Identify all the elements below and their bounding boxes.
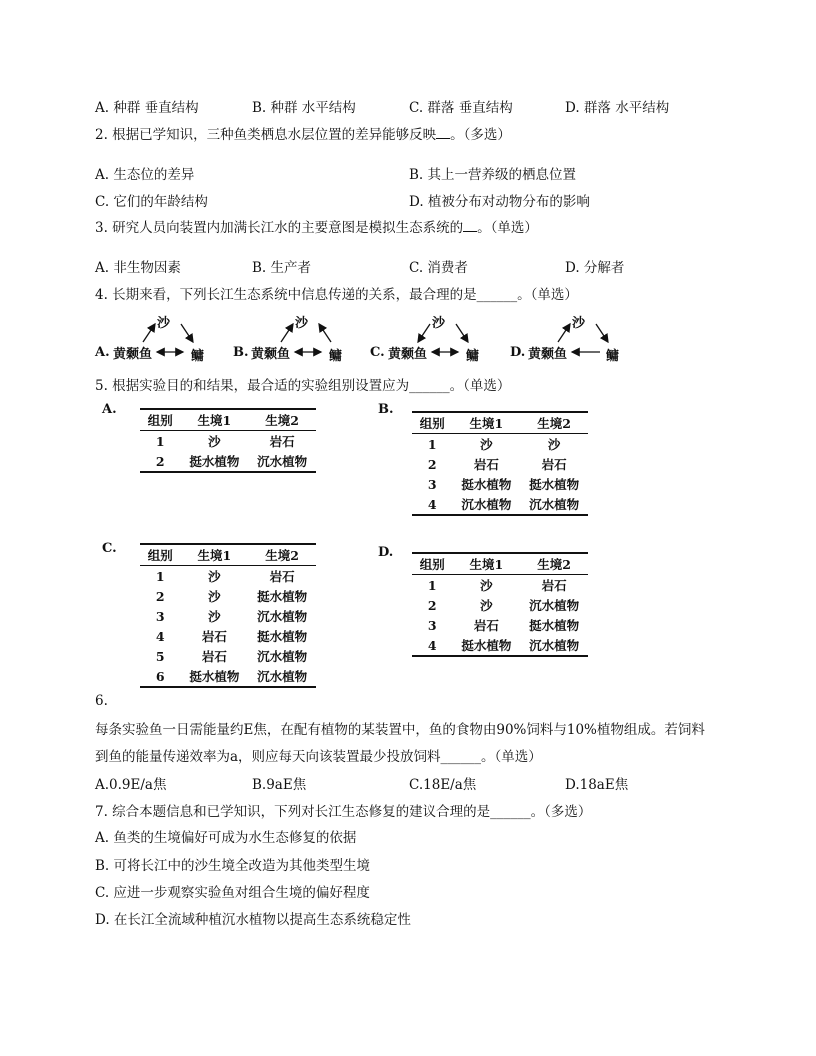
cell: 挺水植物: [529, 477, 580, 492]
table-header: 生境1: [452, 553, 520, 575]
q4-diagram-a: [95, 312, 245, 364]
table-header: 生境2: [520, 553, 588, 575]
diagram-d-letter: D.: [510, 345, 526, 360]
table-row: [140, 606, 316, 626]
q2-suffix: 。（多选）: [450, 127, 511, 143]
cell: 5: [155, 648, 165, 664]
q4-diagram-b: [233, 312, 383, 364]
cell: 1: [427, 436, 437, 452]
cell: 岩石: [269, 569, 295, 584]
cell: 岩石: [541, 578, 567, 593]
table-row: [412, 474, 588, 494]
q4-stem: 4. 长期来看，下列长江生态系统中信息传递的关系，最合理的是______。（单选）: [95, 287, 578, 303]
table-header: 生境2: [248, 544, 316, 566]
table-row: [140, 566, 316, 587]
cell: 4: [427, 637, 437, 653]
q5-stem: 5. 根据实验目的和结果，最合适的实验组别设置应为______。（单选）: [95, 378, 511, 394]
cell: 岩石: [269, 434, 295, 449]
q3-stem: [95, 216, 538, 236]
diagram-b-letter: B.: [233, 345, 249, 360]
q1-option-b: B. 种群 水平结构: [252, 100, 356, 116]
table-d-letter: D.: [378, 545, 394, 560]
q4-diagram-d: [510, 312, 660, 364]
table-c-letter: C.: [102, 541, 117, 556]
table-header: 组别: [412, 412, 452, 434]
table-row: [412, 595, 588, 615]
table-row: [412, 454, 588, 474]
table-row: [412, 575, 588, 596]
table-b: [412, 411, 588, 516]
cell: 挺水植物: [529, 618, 580, 633]
q1-option-d: D. 群落 水平结构: [565, 100, 670, 116]
q3-stem-text: 3. 研究人员向装置内加满长江水的主要意图是模拟生态系统的: [95, 220, 464, 236]
table-header: 生境2: [248, 409, 316, 431]
table-header: 组别: [140, 409, 180, 431]
diagram-b-top: 沙: [295, 316, 309, 331]
diagram-c-letter: C.: [370, 345, 385, 360]
table-row: [412, 494, 588, 515]
diagram-c-right: 鳙: [466, 349, 480, 364]
q6-line-2: 到鱼的能量传递效率为a，则应每天向该装置最少投放饲料______。（单选）: [95, 749, 542, 765]
cell: 1: [427, 577, 437, 593]
cell: 挺水植物: [461, 477, 512, 492]
q2-stem: [95, 123, 511, 143]
table-header: 组别: [412, 553, 452, 575]
cell: 2: [427, 456, 437, 472]
cell: 沉水植物: [257, 669, 308, 684]
cell: 岩石: [473, 457, 499, 472]
cell: 沉水植物: [257, 609, 308, 624]
diagram-b-left: 黄颡鱼: [251, 347, 291, 362]
q2-option-d: D. 植被分布对动物分布的影响: [409, 194, 590, 210]
cell: 沙: [208, 569, 221, 584]
q3-option-a: A. 非生物因素: [95, 260, 181, 276]
cell: 岩石: [201, 649, 227, 664]
diagram-c-left: 黄颡鱼: [388, 347, 428, 362]
table-row: [140, 626, 316, 646]
table-header: 生境1: [180, 544, 248, 566]
q6-option-a: A.0.9E/a焦: [95, 777, 167, 793]
q1-option-a: A. 种群 垂直结构: [95, 100, 199, 116]
cell: 6: [155, 668, 165, 684]
cell: 岩石: [541, 457, 567, 472]
table-header: 生境1: [452, 412, 520, 434]
q2-stem-text: 2. 根据已学知识，三种鱼类栖息水层位置的差异能够反映: [95, 127, 437, 143]
table-a-letter: A.: [102, 402, 117, 417]
q6-number: 6.: [95, 693, 108, 709]
cell: 3: [155, 608, 165, 624]
table-row: [140, 586, 316, 606]
cell: 沉水植物: [529, 598, 580, 613]
table-c: [140, 543, 316, 688]
table-row: [140, 646, 316, 666]
cell: 1: [155, 568, 165, 584]
q2-option-b: B. 其上一营养级的栖息位置: [409, 167, 577, 183]
q7-option-c: C. 应进一步观察实验鱼对组合生境的偏好程度: [95, 885, 370, 901]
diagram-a-left: 黄颡鱼: [113, 347, 153, 362]
cell: 挺水植物: [257, 629, 308, 644]
cell: 沙: [208, 609, 221, 624]
cell: 沉水植物: [257, 649, 308, 664]
q2-option-c: C. 它们的年龄结构: [95, 194, 208, 210]
diagram-a-top: 沙: [157, 316, 171, 331]
q3-option-b: B. 生产者: [252, 260, 312, 276]
q7-stem: 7. 综合本题信息和已学知识，下列对长江生态修复的建议合理的是______。（多选）: [95, 804, 592, 820]
table-header: 生境2: [520, 412, 588, 434]
cell: 3: [427, 617, 437, 633]
cell: 3: [427, 476, 437, 492]
table-header: 生境1: [180, 409, 248, 431]
q3-option-c: C. 消费者: [409, 260, 468, 276]
cell: 岩石: [473, 618, 499, 633]
cell: 2: [155, 453, 165, 469]
cell: 沉水植物: [257, 454, 308, 469]
cell: 1: [155, 433, 165, 449]
table-a: [140, 408, 316, 473]
diagram-a-letter: A.: [95, 345, 110, 360]
table-row: [412, 635, 588, 656]
cell: 沙: [480, 437, 493, 452]
q3-blank: [463, 219, 477, 232]
cell: 挺水植物: [189, 669, 240, 684]
table-row: [412, 434, 588, 455]
q2-option-a: A. 生态位的差异: [95, 167, 195, 183]
q4-diagram-c: [370, 312, 520, 364]
cell: 2: [427, 597, 437, 613]
diagram-c-top: 沙: [432, 316, 446, 331]
diagram-d-top: 沙: [572, 316, 586, 331]
cell: 沉水植物: [461, 497, 512, 512]
cell: 挺水植物: [257, 589, 308, 604]
q7-option-a: A. 鱼类的生境偏好可成为水生态修复的依据: [95, 830, 357, 846]
cell: 岩石: [201, 629, 227, 644]
q6-line-1: 每条实验鱼一日需能量约E焦，在配有植物的某装置中，鱼的食物由90%饲料与10%植物组成。若饲料: [95, 722, 705, 738]
cell: 沉水植物: [529, 638, 580, 653]
cell: 沉水植物: [529, 497, 580, 512]
cell: 沙: [480, 598, 493, 613]
q3-suffix: 。（单选）: [477, 220, 538, 236]
table-row: [140, 666, 316, 687]
diagram-d-right: 鳙: [606, 349, 620, 364]
table-row: [412, 615, 588, 635]
cell: 挺水植物: [461, 638, 512, 653]
q7-option-b: B. 可将长江中的沙生境全改造为其他类型生境: [95, 858, 371, 874]
cell: 4: [155, 628, 165, 644]
cell: 挺水植物: [189, 454, 240, 469]
q2-blank: [436, 126, 450, 139]
diagram-b-right: 鳙: [329, 349, 343, 364]
cell: 沙: [208, 589, 221, 604]
cell: 4: [427, 496, 437, 512]
q7-option-d: D. 在长江全流域种植沉水植物以提高生态系统稳定性: [95, 912, 411, 928]
cell: 沙: [547, 437, 561, 452]
table-b-letter: B.: [378, 402, 394, 417]
q6-option-c: C.18E/a焦: [409, 777, 477, 793]
diagram-a-right: 鳙: [191, 349, 205, 364]
q3-option-d: D. 分解者: [565, 260, 625, 276]
cell: 2: [155, 588, 165, 604]
table-header: 组别: [140, 544, 180, 566]
table-d: [412, 552, 588, 657]
q6-option-d: D.18aE焦: [565, 777, 629, 793]
cell: 沙: [208, 434, 221, 449]
q1-option-c: C. 群落 垂直结构: [409, 100, 513, 116]
table-row: [140, 451, 316, 472]
table-row: [140, 431, 316, 452]
cell: 沙: [480, 578, 493, 593]
diagram-d-left: 黄颡鱼: [528, 347, 568, 362]
q6-option-b: B.9aE焦: [252, 777, 307, 793]
